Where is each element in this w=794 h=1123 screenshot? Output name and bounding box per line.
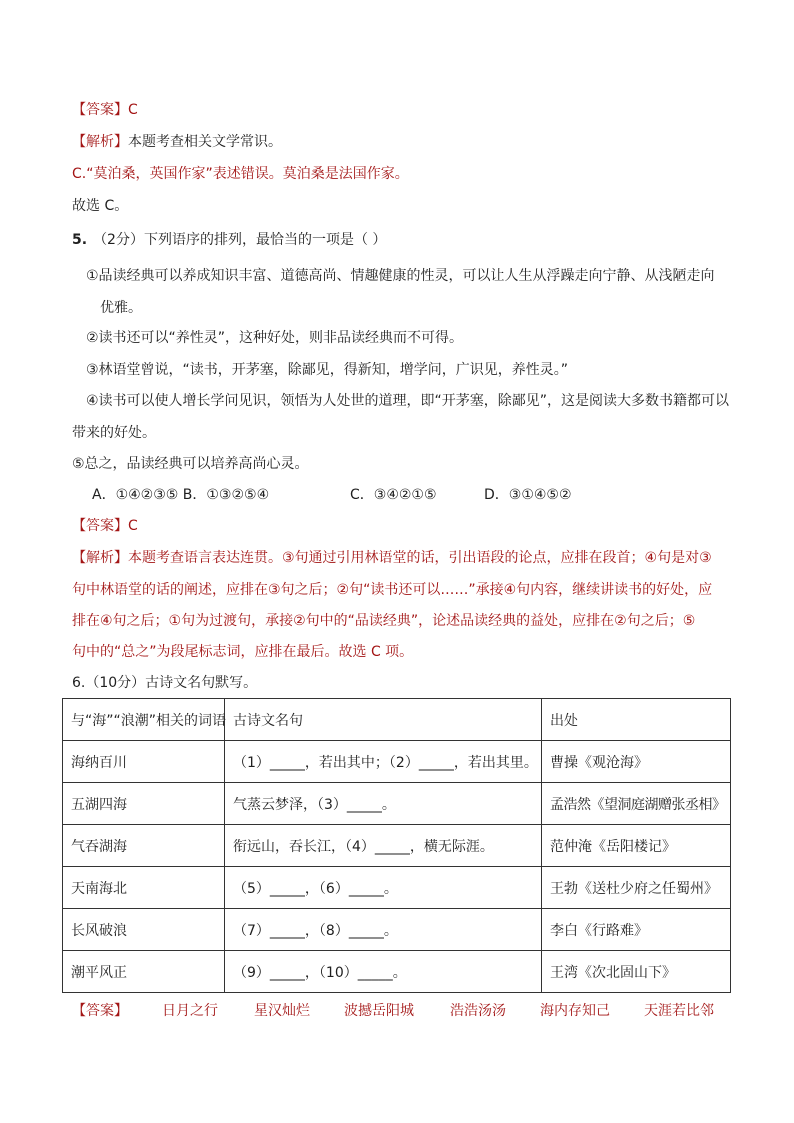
header-source: 出处	[542, 699, 731, 741]
analysis-text: 本题考查语言表达连贯。③句通过引用林语堂的话，引出语段的论点，应排在段首；④句是对③	[128, 550, 712, 566]
table-row	[63, 783, 731, 825]
answer-item: 波撼岳阳城	[344, 1003, 414, 1019]
line-cell: （9）_____，（10）_____。	[225, 951, 542, 993]
answer-tag: 【答案】	[72, 102, 128, 118]
answer-item: 日月之行	[162, 1003, 218, 1019]
q4-answer-line	[72, 100, 138, 120]
word-cell: 海纳百川	[63, 741, 225, 783]
header-words: 与“海”“浪潮”相关的词语	[63, 699, 225, 741]
q6-answer-row	[72, 1000, 752, 1020]
line-cell: （7）_____，（8）_____。	[225, 909, 542, 951]
q5-sentence-1: ①品读经典可以养成知识丰富、道德高尚、情趣健康的性灵，可以让人生从浮躁走向宁静、从浅陋走向	[86, 268, 715, 284]
q5-option-c: C．③④②①⑤	[350, 487, 437, 503]
line-cell: （5）_____，（6）_____。	[225, 867, 542, 909]
source-cell: 王湾《次北固山下》	[542, 951, 731, 993]
q5-analysis-line-2: 句中林语堂的话的阐述，应排在③句之后；②句“读书还可以……”承接④句内容，继续讲读书的好处，应	[72, 582, 713, 598]
q5-analysis-line-3: 排在④句之后；①句为过渡句，承接②句中的“品读经典”，论述品读经典的益处，应排在②句之后；⑤	[72, 613, 696, 629]
answer-value: C	[128, 518, 138, 534]
poem-table	[62, 698, 731, 993]
source-cell: 王勃《送杜少府之任蜀州》	[542, 867, 731, 909]
q5-sentence-4-cont: 带来的好处。	[72, 425, 156, 441]
q5-option-ab: A．①④②③⑤ B．①③②⑤④	[92, 487, 270, 503]
q5-sentence-1-cont: 优雅。	[100, 300, 142, 316]
analysis-text: 本题考查相关文学常识。	[128, 134, 282, 150]
word-cell: 潮平风正	[63, 951, 225, 993]
q5-analysis-line-4: 句中的“总之”为段尾标志词，应排在最后。故选 C 项。	[72, 644, 414, 660]
header-lines: 古诗文名句	[225, 699, 542, 741]
answer-tag: 【答案】	[72, 518, 128, 534]
question-stem: （2分）下列语序的排列，最恰当的一项是（ ）	[93, 232, 387, 248]
table-row	[63, 909, 731, 951]
line-cell: 衔远山，吞长江，（4）_____，横无际涯。	[225, 825, 542, 867]
q5-sentence-3: ③林语堂曾说，“读书，开茅塞，除鄙见，得新知，增学问，广识见，养性灵。”	[86, 362, 569, 378]
word-cell: 气吞湖海	[63, 825, 225, 867]
table-row	[63, 951, 731, 993]
table-row	[63, 867, 731, 909]
q6-stem: 6.（10分）古诗文名句默写。	[72, 675, 258, 691]
analysis-tag: 【解析】	[72, 134, 128, 150]
table-header-row	[63, 699, 731, 741]
word-cell: 天南海北	[63, 867, 225, 909]
q5-analysis-line-1	[72, 548, 712, 568]
answer-value: C	[128, 102, 138, 118]
q5-sentence-2: ②读书还可以“养性灵”，这种好处，则非品读经典而不可得。	[86, 330, 464, 346]
answer-item: 星汉灿烂	[254, 1003, 310, 1019]
answer-tag: 【答案】	[72, 1003, 128, 1019]
answer-item: 天涯若比邻	[644, 1003, 714, 1019]
source-cell: 曹操《观沧海》	[542, 741, 731, 783]
word-cell: 五湖四海	[63, 783, 225, 825]
q5-sentence-4: ④读书可以使人增长学问见识，领悟为人处世的道理，即“开茅塞，除鄙见”，这是阅读大多数书籍都可以	[86, 393, 730, 409]
q4-analysis-line	[72, 132, 282, 152]
q4-analysis-detail: C.“莫泊桑，英国作家”表述错误。莫泊桑是法国作家。	[72, 166, 409, 182]
source-cell: 范仲淹《岳阳楼记》	[542, 825, 731, 867]
question-number: 5.	[72, 232, 88, 248]
line-cell: （1）_____，若出其中；（2）_____，若出其里。	[225, 741, 542, 783]
q5-answer-line	[72, 516, 138, 536]
source-cell: 孟浩然《望洞庭湖赠张丞相》	[542, 783, 731, 825]
source-cell: 李白《行路难》	[542, 909, 731, 951]
word-cell: 长风破浪	[63, 909, 225, 951]
q5-stem-line	[72, 230, 386, 250]
q5-sentence-5: ⑤总之，品读经典可以培养高尚心灵。	[72, 456, 309, 472]
answer-item: 海内存知己	[540, 1003, 610, 1019]
table-row	[63, 741, 731, 783]
analysis-tag: 【解析】	[72, 550, 128, 566]
table-row	[63, 825, 731, 867]
q4-conclusion: 故选 C。	[72, 198, 129, 214]
line-cell: 气蒸云梦泽，（3）_____。	[225, 783, 542, 825]
q5-option-d: D．③①④⑤②	[484, 487, 572, 503]
answer-item: 浩浩汤汤	[450, 1003, 506, 1019]
